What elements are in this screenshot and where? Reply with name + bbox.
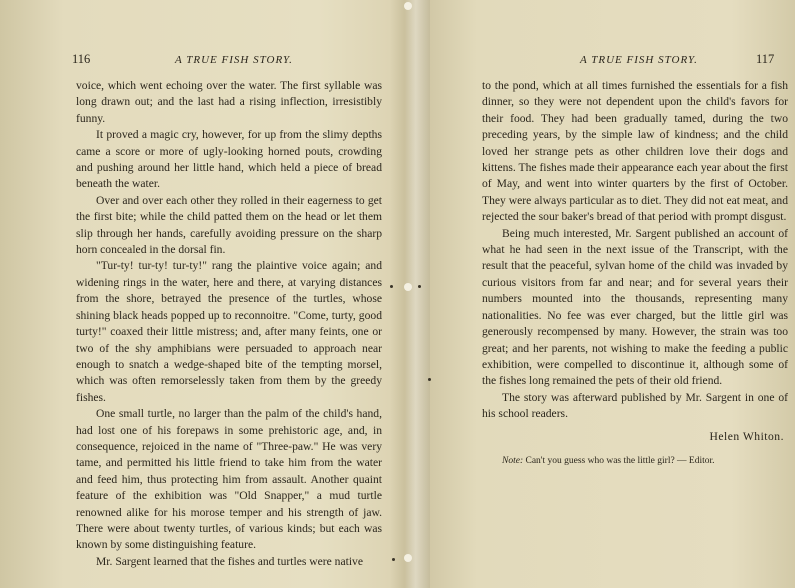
note-label: Note:: [502, 455, 524, 466]
paragraph: voice, which went echoing over the water. The first syllable was long drawn out; and the last had a rising inflection, irresistibly funny.: [76, 79, 382, 125]
paragraph: to the pond, which at all times furnished the essentials for a fish dinner, so they were not dependent upon the child's favors for their food. They had been gradually tamed, during the two preceding years, by the simple law of kindness; and the child loved her strange pets as other children love their dogs and kittens. The fishes made their appearance each year about the first of May, and went into winter quarters by the first of October. They were always particular as to diet. They did not eat meat, and rejected the sour baker's bread of that period with prompt disgust.: [482, 79, 788, 224]
paragraph: Being much interested, Mr. Sargent published an account of what he had seen in the next issue of the Transcript, with the result that the peaceful, sylvan home of the child was invaded by curious visitors from far and near; and for several years their numbers mounted into the thousands, representing many nationalities. No fee was ever charged, but the little girl was generously recompensed by many. However, the strain was too great; and her parents, not wishing to make the feeding a public exhibition, were compelled to discontinue it, although some of the fishes long remained the pets of their old friend.: [482, 226, 788, 388]
page-body: [482, 78, 788, 469]
editor-note: [482, 453, 788, 469]
right-page: [430, 0, 795, 588]
page-body: [76, 78, 382, 570]
page-number: 117: [756, 52, 775, 66]
running-head: A TRUE FISH STORY.: [175, 54, 293, 66]
paragraph: It proved a magic cry, however, for up from the slimy depths came a score or more of ugly-looking horned pouts, crowding and pushing around her little hand, which held a piece of bread beneath the water.: [76, 128, 382, 191]
binding-hole: [404, 283, 412, 291]
paragraph: Over and over each other they rolled in their eagerness to get the first bite; while the child patted them on the head or let them slip through her hands, carefully avoiding pressure on the sharp horn concealed in the dorsal fin.: [76, 193, 382, 257]
author-signature: Helen Whiton.: [709, 429, 784, 443]
paragraph: "Tur-ty! tur-ty! tur-ty!" rang the plaintive voice again; and widening rings in the water, here and there, at varying distances from the shore, betrayed the presence of the turtles, whose shining black heads popped up to reconnoitre. "Come, turty, good turty!" coaxed their little mistress; and, after many feints, one or two of the shy amphibians were persuaded to approach near enough to snatch a wedge-shaped bite of the tempting morsel, which was often remorselessly taken from them by the greedy fishes.: [76, 259, 382, 404]
paragraph: Mr. Sargent learned that the fishes and turtles were native: [96, 554, 364, 568]
binding-hole: [404, 2, 412, 10]
page-number: 116: [72, 52, 91, 66]
running-head: A TRUE FISH STORY.: [580, 54, 698, 66]
note-text: Can't you guess who was the little girl? — Editor.: [525, 455, 715, 466]
paragraph: One small turtle, no larger than the palm of the child's hand, had lost one of his forepaws in some prehistoric age, and, in consequence, rejoiced in the name of "Three-paw." He was very tame, and permitted his little friend to take him from the water and feed him, thus protecting him from assault. Another quaint feature of the exhibition was "Old Snapper," a mud turtle renowned alike for his morose temper and his strength of jaw. There were about twenty turtles, of various kinds; but each was known by some distinguishing feature.: [76, 407, 382, 552]
paragraph: The story was afterward published by Mr. Sargent in one of his school readers.: [482, 390, 788, 421]
binding-hole: [404, 554, 412, 562]
